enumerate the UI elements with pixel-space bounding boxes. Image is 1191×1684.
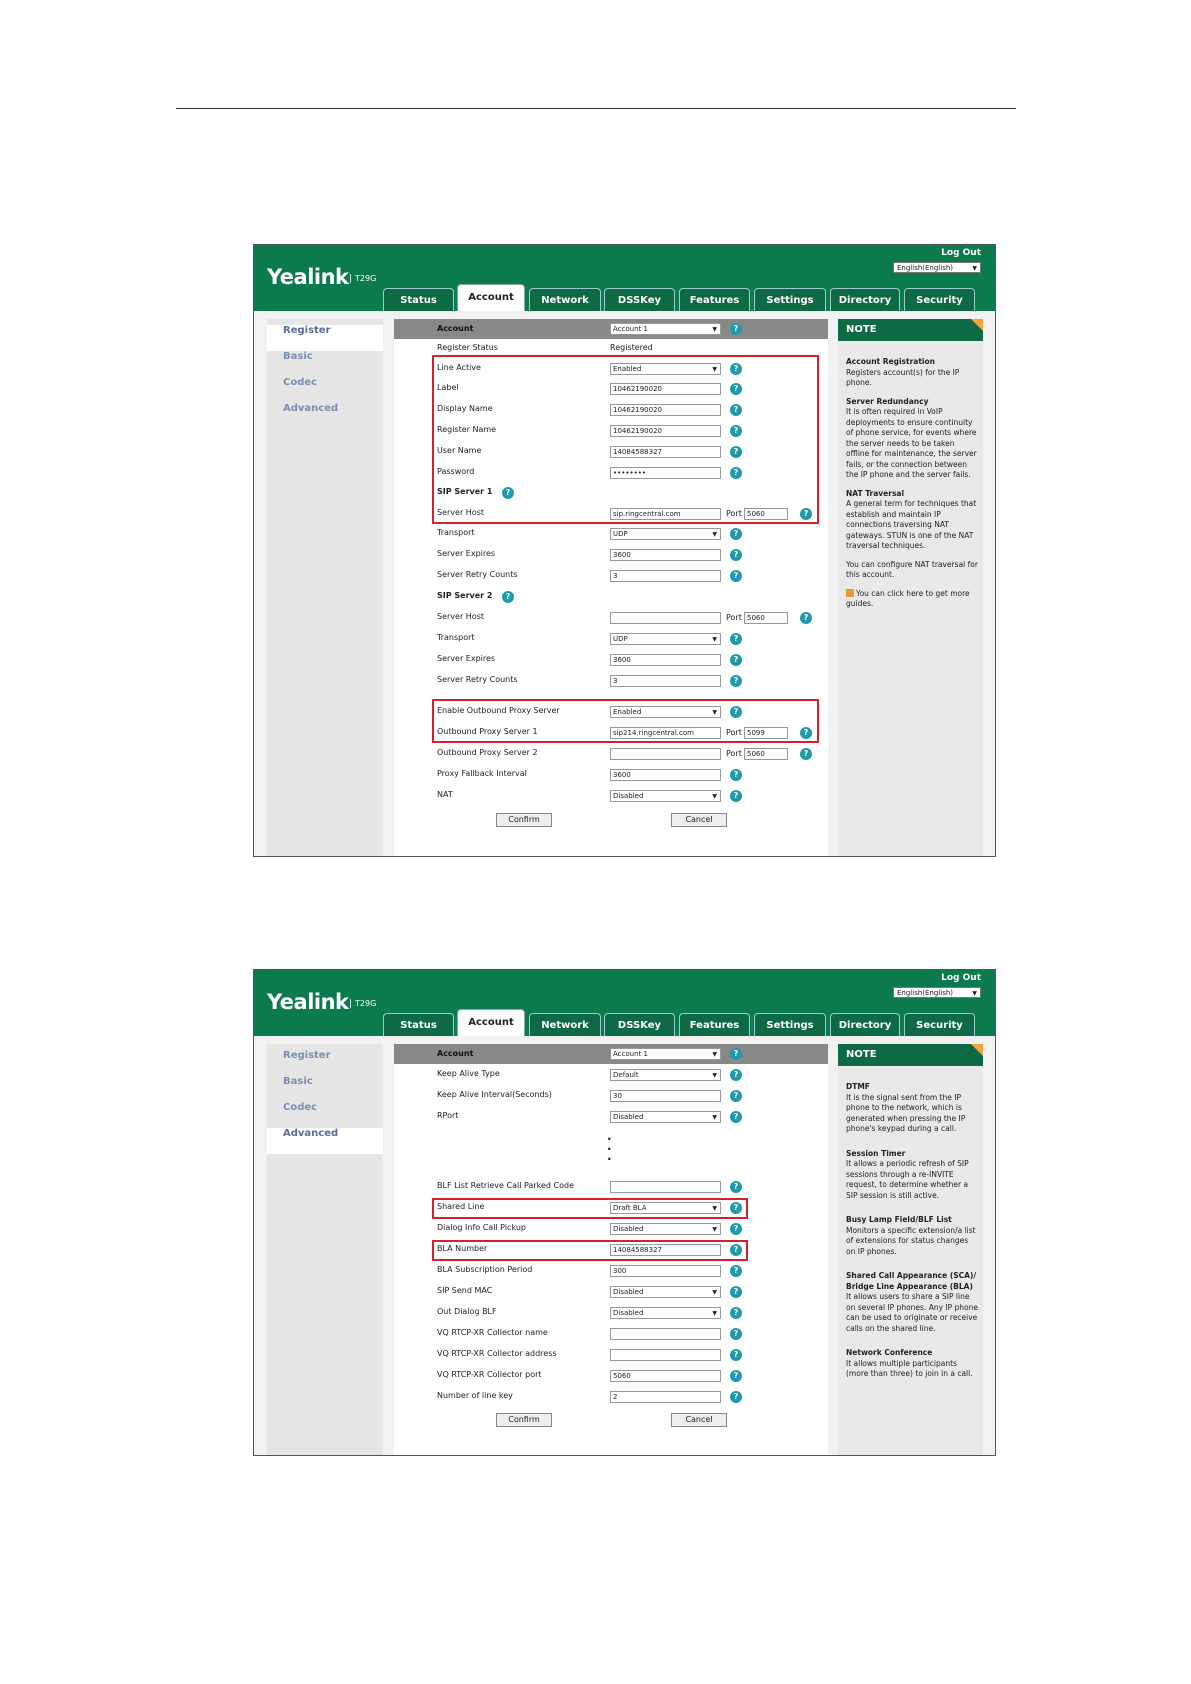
vq-port-label: VQ RTCP-XR Collector port: [437, 1370, 542, 1379]
note-section-text: It allows a periodic refresh of SIP sessions through a re-INVITE request, to determine whether a SIP session is still active.: [846, 1159, 969, 1200]
register-status-value: Registered: [610, 343, 653, 352]
left-nav: [267, 319, 383, 856]
chevron-down-icon: ▼: [712, 531, 717, 538]
account-header: [394, 1044, 828, 1064]
blf-parked-label: BLF List Retrieve Call Parked Code: [437, 1181, 575, 1190]
highlight-box-shared-line: [432, 1198, 748, 1219]
note-section-title: Shared Call Appearance (SCA)/ Bridge Line Appearance (BLA): [846, 1271, 977, 1291]
help-icon[interactable]: ?: [730, 467, 742, 479]
keep-alive-type-value: Default: [613, 1071, 639, 1079]
chevron-down-icon: ▼: [972, 990, 977, 997]
rport-select[interactable]: [610, 1111, 721, 1123]
account-header: [394, 319, 828, 339]
sip1-expires-row: [394, 545, 828, 565]
sip2-port-input[interactable]: 5060: [744, 612, 788, 624]
screenshot-register: [253, 244, 996, 857]
label-label: Label: [437, 383, 459, 392]
vq-address-label: VQ RTCP-XR Collector address: [437, 1349, 557, 1358]
yealink-logo: Yealink: [267, 990, 349, 1014]
tab-directory[interactable]: Directory: [830, 1013, 900, 1036]
sip2-expires-row: [394, 650, 828, 670]
vq-address-row: [394, 1345, 828, 1365]
sip2-transport-select[interactable]: [610, 633, 721, 645]
sip2-retry-label: Server Retry Counts: [437, 675, 518, 684]
account-select-value: Account 1: [613, 1050, 648, 1058]
sip1-expires-label: Server Expires: [437, 549, 496, 558]
chevron-down-icon: ▼: [712, 793, 717, 800]
sip2-transport-row: [394, 629, 828, 649]
bla-period-input[interactable]: 300: [610, 1265, 721, 1277]
account-label: Account: [437, 1049, 474, 1058]
tab-features[interactable]: Features: [679, 288, 750, 311]
bla-number-label: BLA Number: [437, 1244, 488, 1253]
logout-link[interactable]: Log Out: [941, 248, 981, 258]
tab-settings[interactable]: Settings: [754, 1013, 826, 1036]
note-title: NOTE: [846, 1049, 877, 1060]
help-icon[interactable]: ?: [730, 1391, 742, 1403]
sip2-expires-label: Server Expires: [437, 654, 496, 663]
guide-icon: [846, 589, 854, 597]
blf-parked-row: [394, 1177, 828, 1197]
user-name-input[interactable]: 14084588327: [610, 446, 721, 458]
note-section-text: It is the signal sent from the IP phone to the network, which is generated when pressing the IP phone's keypad during a call.: [846, 1092, 966, 1133]
tab-features[interactable]: Features: [679, 1013, 750, 1036]
note-section: [846, 1271, 978, 1334]
outbound1-label: Outbound Proxy Server 1: [437, 727, 538, 736]
chevron-down-icon: ▼: [712, 1226, 717, 1233]
help-icon[interactable]: ?: [730, 1286, 742, 1298]
help-icon[interactable]: ?: [730, 1181, 742, 1193]
vq-name-input[interactable]: [610, 1328, 721, 1340]
display-name-input[interactable]: 10462190020: [610, 404, 721, 416]
sip2-retry-row: [394, 671, 828, 691]
blf-parked-input[interactable]: [610, 1181, 721, 1193]
tab-network[interactable]: Network: [529, 1013, 601, 1036]
help-icon[interactable]: ?: [730, 446, 742, 458]
register-form: [394, 319, 828, 856]
sip-server-1-title: SIP Server 1: [437, 487, 493, 496]
line-active-value: Enabled: [613, 365, 642, 373]
sip2-retry-input[interactable]: 3: [610, 675, 721, 687]
tab-settings[interactable]: Settings: [754, 288, 826, 311]
label-input[interactable]: 10462190020: [610, 383, 721, 395]
sip2-host-label: Server Host: [437, 612, 484, 621]
help-icon[interactable]: ?: [730, 1202, 742, 1214]
dialog-pickup-row: [394, 1219, 828, 1239]
note-section: [846, 560, 978, 581]
nat-value: Disabled: [613, 792, 644, 800]
rport-label: RPort: [437, 1111, 459, 1120]
guide-text: You can click here to get more guides.: [846, 588, 970, 608]
help-icon[interactable]: ?: [730, 1349, 742, 1361]
note-section-text: It allows users to share a SIP line on several IP phones. Any IP phone can be used to originate or receive calls on the shared line.: [846, 1292, 979, 1333]
outbound1-input[interactable]: sip214.ringcentral.com: [610, 727, 721, 739]
help-icon[interactable]: ?: [730, 549, 742, 561]
nav-advanced[interactable]: Advanced: [283, 403, 339, 414]
port-label: Port: [726, 509, 742, 518]
nav-basic[interactable]: Basic: [283, 1076, 313, 1087]
chevron-down-icon: ▼: [712, 1114, 717, 1121]
chevron-down-icon: ▼: [972, 265, 977, 272]
tab-account[interactable]: Account: [457, 284, 525, 311]
chevron-down-icon: ▼: [712, 636, 717, 643]
language-value: English(English): [897, 264, 954, 272]
screenshot-advanced: [253, 969, 996, 1456]
highlight-box-bla-number: [432, 1240, 748, 1261]
note-section-text: You can configure NAT traversal for this account.: [846, 559, 978, 579]
help-icon[interactable]: ?: [730, 1328, 742, 1340]
vq-address-input[interactable]: [610, 1349, 721, 1361]
outbound-enable-value: Enabled: [613, 708, 642, 716]
note-section: [846, 1215, 978, 1257]
tab-account[interactable]: Account: [457, 1009, 525, 1036]
password-label: Password: [437, 467, 475, 476]
note-section: [846, 1082, 978, 1135]
note-section-text: Monitors a specific extension/a list of extensions for status changes on IP phones.: [846, 1225, 976, 1256]
sip1-port-input[interactable]: 5060: [744, 508, 788, 520]
shared-line-value: Draft BLA: [613, 1204, 647, 1212]
help-icon[interactable]: ?: [730, 528, 742, 540]
help-icon[interactable]: ?: [502, 591, 514, 603]
confirm-button[interactable]: Confirm: [496, 813, 552, 827]
out-dialog-blf-row: [394, 1303, 828, 1323]
line-key-num-input[interactable]: 2: [610, 1391, 721, 1403]
rport-row: [394, 1107, 828, 1127]
highlight-box-registration: [432, 355, 819, 524]
nav-codec[interactable]: Codec: [283, 1102, 318, 1113]
nav-register[interactable]: Register: [267, 325, 383, 351]
advanced-form: [394, 1044, 828, 1455]
nat-row: [394, 786, 828, 806]
dialog-pickup-select[interactable]: [610, 1223, 721, 1235]
model-label: T29G: [350, 274, 376, 283]
bla-number-input[interactable]: 14084588327: [610, 1244, 721, 1256]
chevron-down-icon: ▼: [712, 366, 717, 373]
top-bar: [254, 245, 995, 311]
vq-name-row: [394, 1324, 828, 1344]
help-icon[interactable]: ?: [730, 570, 742, 582]
highlight-box-outbound: [432, 699, 819, 743]
help-icon[interactable]: ?: [730, 404, 742, 416]
chevron-down-icon: ▼: [712, 326, 717, 333]
sip2-expires-input[interactable]: 3600: [610, 654, 721, 666]
note-section: [846, 397, 978, 481]
help-icon[interactable]: ?: [730, 1307, 742, 1319]
note-section-text: It is often required in VoIP deployments to ensure continuity of phone service, for events where the server needs to be taken offline for maintenance, the server fails, or the connection between the IP phone and the server fails.: [846, 407, 977, 479]
help-icon[interactable]: ?: [730, 706, 742, 718]
note-section-title: Server Redundancy: [846, 396, 929, 406]
left-nav: [267, 1044, 383, 1455]
help-icon[interactable]: ?: [730, 1090, 742, 1102]
tab-network[interactable]: Network: [529, 288, 601, 311]
dialog-pickup-value: Disabled: [613, 1225, 644, 1233]
keep-alive-interval-input[interactable]: 30: [610, 1090, 721, 1102]
display-name-label: Display Name: [437, 404, 493, 413]
help-icon[interactable]: ?: [800, 727, 812, 739]
language-select[interactable]: [893, 987, 981, 998]
nat-label: NAT: [437, 790, 453, 799]
help-icon[interactable]: ?: [730, 383, 742, 395]
help-icon[interactable]: ?: [502, 487, 514, 499]
sip2-transport-label: Transport: [437, 633, 475, 642]
help-icon[interactable]: ?: [730, 1111, 742, 1123]
note-section-text: It allows multiple participants (more than three) to join in a call.: [846, 1358, 973, 1378]
help-icon[interactable]: ?: [730, 654, 742, 666]
note-section: [846, 357, 978, 389]
model-label: T29G: [350, 999, 376, 1008]
tab-dsskey[interactable]: DSSKey: [604, 1013, 675, 1036]
note-panel: [838, 319, 983, 856]
sip-send-mac-value: Disabled: [613, 1288, 644, 1296]
outbound1-port-input[interactable]: 5099: [744, 727, 788, 739]
tab-security[interactable]: Security: [904, 1013, 975, 1036]
sip1-retry-label: Server Retry Counts: [437, 570, 518, 579]
outbound2-port-input[interactable]: 5060: [744, 748, 788, 760]
out-dialog-blf-value: Disabled: [613, 1309, 644, 1317]
sip2-host-input[interactable]: [610, 612, 721, 624]
note-corner: [971, 1044, 983, 1056]
note-corner: [971, 319, 983, 331]
tab-status[interactable]: Status: [383, 288, 454, 311]
note-body: [846, 357, 978, 618]
guide-link[interactable]: [846, 589, 978, 610]
out-dialog-blf-label: Out Dialog BLF: [437, 1307, 497, 1316]
rport-value: Disabled: [613, 1113, 644, 1121]
note-header: [838, 1044, 983, 1066]
help-icon[interactable]: ?: [800, 508, 812, 520]
note-section-text: A general term for techniques that establish and maintain IP connections traversing NAT gateways. STUN is one of the NAT traversal techniques.: [846, 499, 977, 550]
top-bar: [254, 970, 995, 1036]
tab-security[interactable]: Security: [904, 288, 975, 311]
logout-link[interactable]: Log Out: [941, 973, 981, 983]
chevron-down-icon: ▼: [712, 1051, 717, 1058]
proxy-fallback-row: [394, 765, 828, 785]
note-section-title: Network Conference: [846, 1348, 933, 1357]
help-icon[interactable]: ?: [730, 1265, 742, 1277]
shared-line-label: Shared Line: [437, 1202, 485, 1211]
line-active-label: Line Active: [437, 363, 481, 372]
account-select[interactable]: [610, 1048, 721, 1060]
outbound2-label: Outbound Proxy Server 2: [437, 748, 538, 757]
sip2-transport-value: UDP: [613, 635, 628, 643]
outbound-enable-label: Enable Outbound Proxy Server: [437, 706, 560, 715]
chevron-down-icon: ▼: [712, 709, 717, 716]
chevron-down-icon: ▼: [712, 1310, 717, 1317]
line-key-num-label: Number of line key: [437, 1391, 513, 1400]
note-panel: [838, 1044, 983, 1455]
tab-status[interactable]: Status: [383, 1013, 454, 1036]
note-section-title: Account Registration: [846, 357, 935, 366]
cancel-button[interactable]: Cancel: [671, 813, 727, 827]
help-icon[interactable]: ?: [730, 1048, 742, 1060]
note-title: NOTE: [846, 324, 877, 335]
sip1-transport-select[interactable]: [610, 528, 721, 540]
note-section-title: Busy Lamp Field/BLF List: [846, 1215, 952, 1224]
sip1-host-label: Server Host: [437, 508, 484, 517]
note-body: [846, 1082, 978, 1388]
outbound2-input[interactable]: [610, 748, 721, 760]
help-icon[interactable]: ?: [730, 363, 742, 375]
sip-send-mac-label: SIP Send MAC: [437, 1286, 493, 1295]
chevron-down-icon: ▼: [712, 1072, 717, 1079]
help-icon[interactable]: ?: [800, 612, 812, 624]
dialog-pickup-label: Dialog Info Call Pickup: [437, 1223, 526, 1232]
keep-alive-type-select[interactable]: [610, 1069, 721, 1081]
language-value: English(English): [897, 989, 954, 997]
sip1-transport-value: UDP: [613, 530, 628, 538]
note-section: [846, 489, 978, 552]
register-name-label: Register Name: [437, 425, 497, 434]
note-section: [846, 1149, 978, 1202]
nav-codec[interactable]: Codec: [283, 377, 318, 388]
port-label: Port: [726, 749, 742, 758]
help-icon[interactable]: ?: [730, 323, 742, 335]
nav-register[interactable]: Register: [283, 1050, 331, 1061]
user-name-label: User Name: [437, 446, 482, 455]
chevron-down-icon: ▼: [712, 1205, 717, 1212]
bla-period-label: BLA Subscription Period: [437, 1265, 533, 1274]
help-icon[interactable]: ?: [730, 1244, 742, 1256]
vq-port-row: [394, 1366, 828, 1386]
sip1-transport-label: Transport: [437, 528, 475, 537]
nat-select[interactable]: [610, 790, 721, 802]
sip-server-2-title-row: [394, 587, 828, 607]
help-icon[interactable]: ?: [730, 633, 742, 645]
account-select-value: Account 1: [613, 325, 648, 333]
help-icon[interactable]: ?: [730, 1370, 742, 1382]
nav-advanced[interactable]: Advanced: [267, 1128, 383, 1154]
proxy-fallback-label: Proxy Fallback Interval: [437, 769, 527, 778]
keep-alive-type-row: [394, 1065, 828, 1085]
help-icon[interactable]: ?: [730, 425, 742, 437]
vq-port-input[interactable]: 5060: [610, 1370, 721, 1382]
ellipsis-dots: · · ·: [607, 1132, 612, 1166]
help-icon[interactable]: ?: [730, 1069, 742, 1081]
confirm-button[interactable]: Confirm: [496, 1413, 552, 1427]
help-icon[interactable]: ?: [800, 748, 812, 760]
keep-alive-interval-row: [394, 1086, 828, 1106]
sip-server-2-title: SIP Server 2: [437, 591, 493, 600]
yealink-logo: Yealink: [267, 265, 349, 289]
sip1-transport-row: [394, 524, 828, 544]
language-select[interactable]: [893, 262, 981, 273]
sip1-retry-input[interactable]: 3: [610, 570, 721, 582]
help-icon[interactable]: ?: [730, 675, 742, 687]
tab-dsskey[interactable]: DSSKey: [604, 288, 675, 311]
sip1-retry-row: [394, 566, 828, 586]
nav-basic[interactable]: Basic: [283, 351, 313, 362]
proxy-fallback-input[interactable]: 3600: [610, 769, 721, 781]
register-status-label: Register Status: [437, 343, 498, 352]
keep-alive-interval-label: Keep Alive Interval(Seconds): [437, 1090, 552, 1099]
port-label: Port: [726, 728, 742, 737]
port-label: Port: [726, 613, 742, 622]
note-header: [838, 319, 983, 341]
register-name-input[interactable]: 10462190020: [610, 425, 721, 437]
sip1-host-input[interactable]: sip.ringcentral.com: [610, 508, 721, 520]
out-dialog-blf-select[interactable]: [610, 1307, 721, 1319]
account-label: Account: [437, 324, 474, 333]
cancel-button[interactable]: Cancel: [671, 1413, 727, 1427]
chevron-down-icon: ▼: [712, 1289, 717, 1296]
note-section-title: NAT Traversal: [846, 488, 905, 498]
bla-period-row: [394, 1261, 828, 1281]
sip2-host-row: [394, 608, 828, 628]
password-input[interactable]: ••••••••: [610, 467, 721, 479]
outbound2-row: [394, 744, 828, 764]
help-icon[interactable]: ?: [730, 790, 742, 802]
tab-directory[interactable]: Directory: [830, 288, 900, 311]
note-section-text: Registers account(s) for the IP phone.: [846, 367, 960, 387]
keep-alive-type-label: Keep Alive Type: [437, 1069, 500, 1078]
page-rule: [176, 108, 1016, 109]
sip-send-mac-row: [394, 1282, 828, 1302]
vq-name-label: VQ RTCP-XR Collector name: [437, 1328, 548, 1337]
note-section-title: Session Timer: [846, 1148, 906, 1158]
help-icon[interactable]: ?: [730, 1223, 742, 1235]
note-section: [846, 1348, 978, 1380]
sip1-expires-input[interactable]: 3600: [610, 549, 721, 561]
line-key-num-row: [394, 1387, 828, 1407]
account-select[interactable]: [610, 323, 721, 335]
help-icon[interactable]: ?: [730, 769, 742, 781]
note-section-title: DTMF: [846, 1082, 870, 1091]
sip-send-mac-select[interactable]: [610, 1286, 721, 1298]
